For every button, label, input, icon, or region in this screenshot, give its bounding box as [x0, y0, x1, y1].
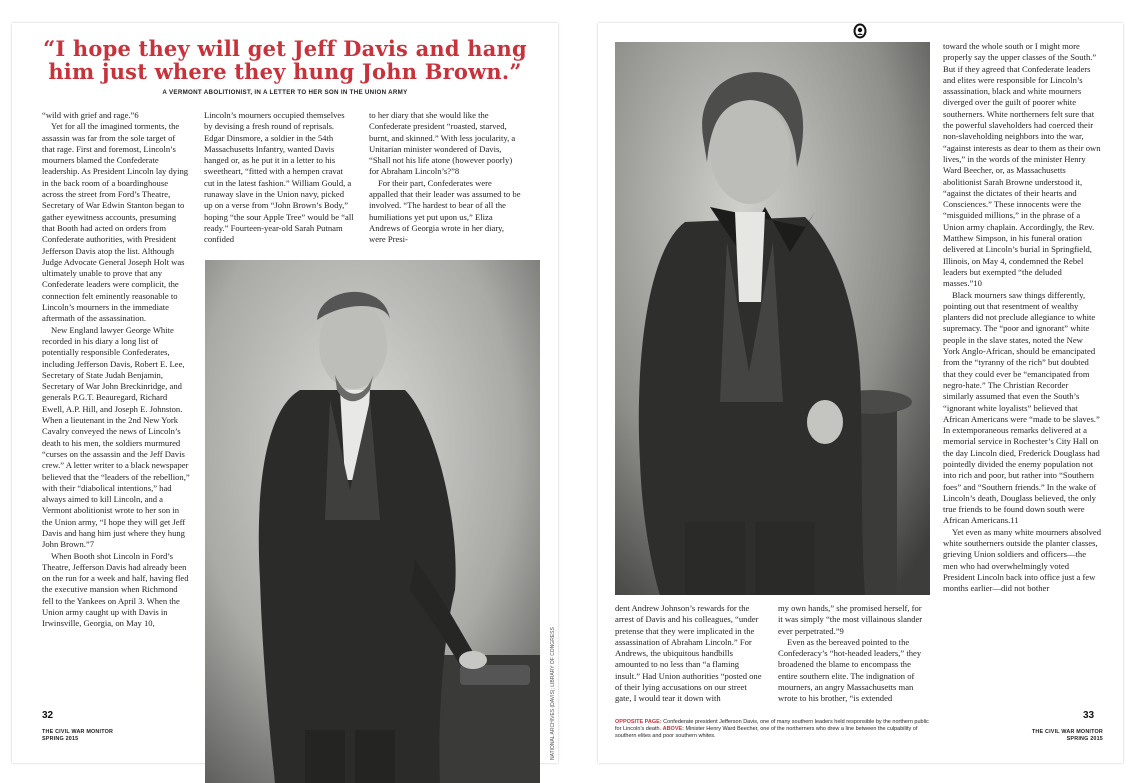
paragraph: Even as the bereaved pointed to the Confederacy’s “hot-headed leaders,” they broadened the blame to encompass the entire southern elite. The indignation of mourners, an angry Massachusetts man wrote to his brother, “is extended: [778, 636, 922, 704]
paragraph: Yet even as many white mourners absolved white southerners outside the planter classes, grieving Union soldiers and officers—the men who had overwhelmingly voted President Lincoln back into office just a few months earlier—did not bother: [943, 526, 1102, 594]
right-column-upper: [943, 41, 1101, 595]
footer-title: THE CIVIL WAR MONITOR: [1031, 729, 1103, 735]
page-number-right: 33: [1083, 710, 1095, 721]
magazine-footer-right: [1018, 729, 1103, 742]
paragraph: my own hands,” she promised herself, for it was simply “the most villainous slander ever perpetrated.”9: [778, 603, 923, 636]
jefferson-davis-photo: [205, 260, 540, 783]
footer-title: THE CIVIL WAR MONITOR: [42, 729, 114, 735]
caption-label-opposite: OPPOSITE PAGE:: [615, 719, 662, 725]
portrait-ornament-icon: [853, 23, 867, 39]
left-column-3: [369, 110, 521, 246]
caption-text-above: Minister Henry Ward Beecher, one of the northerners who drew a line between the culpability of southern elites and poor southern whites.: [615, 726, 918, 739]
page-number-left: 32: [42, 710, 54, 721]
caption-text-opposite: Confederate president Jefferson Davis, one of many southern leaders held responsible by the northern public for Lincoln’s death.: [615, 719, 929, 732]
henry-ward-beecher-photo: [615, 42, 930, 595]
right-column-lower-2: [778, 603, 928, 705]
paragraph: dent Andrew Johnson’s rewards for the arrest of Davis and his colleagues, “under pretense that they were implicated in the assassination of Abraham Lincoln.” For Andrews, the ubiquitous handbills amounted to no less than “a flaming insult.” Had Union authorities “posted one of their lying accusations on our street gate, I would tear it down with: [615, 603, 762, 704]
paragraph: Yet for all the imagined torments, the assassin was far from the sole target of that rage. First and foremost, Lincoln’s mourners blamed the Confederate leadership. As President Lincoln lay dying in the back room of a boardinghouse across the street from Ford’s Theatre, Secretary of War Edwin Stanton began to gather eyewitness accounts, presuming that Booth had acted on orders from Confederate authorities, with President Jefferson Davis atop the list. Although Judge Advocate General Joseph Holt was ultimately unable to prove that any Confederate leaders were complicit, the connection felt eminently reasonable to Lincoln’s mourners in the immediate aftermath of the assassination.: [42, 121, 189, 324]
paragraph: Black mourners saw things differently, pointing out that resentment of wealthy planters did not preclude allegiance to white supremacy. The “poor and ignorant” white people in the slave states, noted the New York Anglo-African, should be emancipated from the “tyranny of the rich” but doubted that they could ever be “emancipated from negro-hate.” The Christian Recorder similarly assumed that even the South’s “ignorant white loyalists” believed that African Americans were “made to be slaves.” In extemporaneous remarks delivered at a memorial service in Rochester’s City Hall on the day Lincoln died, Frederick Douglass had pointedly divided the enemy population not into rich and poor, but rather into “Southern foes” and “Southern friends.” In the wake of Lincoln’s death, Douglass believed, the only true friends to be found down south were African Americans.11: [943, 289, 1100, 526]
left-column-2: [204, 110, 354, 246]
paragraph: toward the whole south or I might more properly say the upper classes of the South.” But if they agreed that Confederate leaders and elites were responsible for Lincoln’s assassination, black and white mourners diverged over the guilt of poorer white southerners. White northerners felt sure that the powerful slaveholders had coerced their non-slaveholding neighbors into the war, “against interests as dear to them as their own lives,” in the words of the minister Henry Ward Beecher, or, as Massachusetts abolitionist Sarah Browne understood it, “against the dictates of their hearts and Consciences.” These innocents were the “misguided millions,” in the phrase of a Union army chaplain. Accordingly, the Rev. Matthew Simpson, in his funeral oration delivered at Lincoln’s burial in Springfield, Illinois, on May 4, condemned the Rebel leaders but exempted “the deluded masses.”10: [943, 41, 1101, 289]
paragraph: When Booth shot Lincoln in Ford’s Theatre, Jefferson Davis had already been on the run for a week and half, having fled the executive mansion when Richmond fell to the Yankees on April 3. When the Union army caught up with Davis in Irwinsville, Georgia, on May 10,: [42, 550, 189, 629]
pullquote-attribution: A VERMONT ABOLITIONIST, IN A LETTER TO HER SON IN THE UNION ARMY: [162, 89, 408, 96]
paragraph: “wild with grief and rage.”6: [42, 110, 139, 120]
caption-label-above: ABOVE:: [662, 726, 684, 732]
magazine-footer-left: [42, 729, 113, 742]
paragraph: For their part, Confederates were appalled that their leader was assumed to be involved. “The hardest to bear of all the humiliations yet put upon us,” Eliza Andrews of Georgia wrote in her diary, were Presi-: [369, 177, 521, 245]
footer-issue: SPRING 2015: [42, 735, 79, 742]
paragraph: New England lawyer George White recorded in his diary a long list of potentially responsible Confederates, including Jefferson Davis, Robert E. Lee, Secretary of State Judah Benjamin, Secretary of War John Breckinridge, and generals P.G.T. Beauregard, Richard Ewell, A.P. Hill, and Joseph E. Johnston. When a lieutenant in the 2nd New York Cavalry conveyed the news of Lincoln’s death to his men, the soldiers murmured “curses on the assassin and the Jeff Davis crew.” A letter writer to a black newspaper believed that the “leaders of the rebellion,” with their “diabolical intentions,” had always aimed to kill Lincoln, and a Vermont abolitionist wrote to her son in the Union army, “I hope they will get Jeff Davis and hang him just where they hung John Brown.”7: [42, 324, 190, 550]
footer-issue: SPRING 2015: [1066, 735, 1103, 742]
photo-credit: NATIONAL ARCHIVES (DAVIS); LIBRARY OF CONGRESS: [550, 627, 556, 760]
right-column-lower-1: [615, 603, 765, 705]
paragraph: to her diary that she would like the Confederate president “roasted, starved, burnt, and skinned.” With less jocularity, a Unitarian minister wondered of Davis, “Shall not his life atone (however poorly) for Abraham Lincoln’s?”8: [369, 110, 516, 177]
pullquote: “I hope they will get Jeff Davis and hang him just where they hung John Brown.”: [43, 36, 527, 84]
left-column-1: [42, 110, 190, 630]
paragraph: Lincoln’s mourners occupied themselves by devising a fresh round of reprisals. Edgar Dinsmore, a soldier in the 54th Massachusetts Infantry, wanted Davis hanged or, as he put it in a letter to his sweetheart, “fitted with a hempen cravat cut in the latest fashion.” William Gould, a runaway slave in the Union navy, picked up on a verse from “John Brown’s Body,” hoping “the sour Apple Tree” would be “all ready.” Fourteen-year-old Sarah Putnam confided: [204, 110, 354, 245]
right-page: [598, 23, 1123, 763]
photo-caption: [615, 719, 935, 740]
